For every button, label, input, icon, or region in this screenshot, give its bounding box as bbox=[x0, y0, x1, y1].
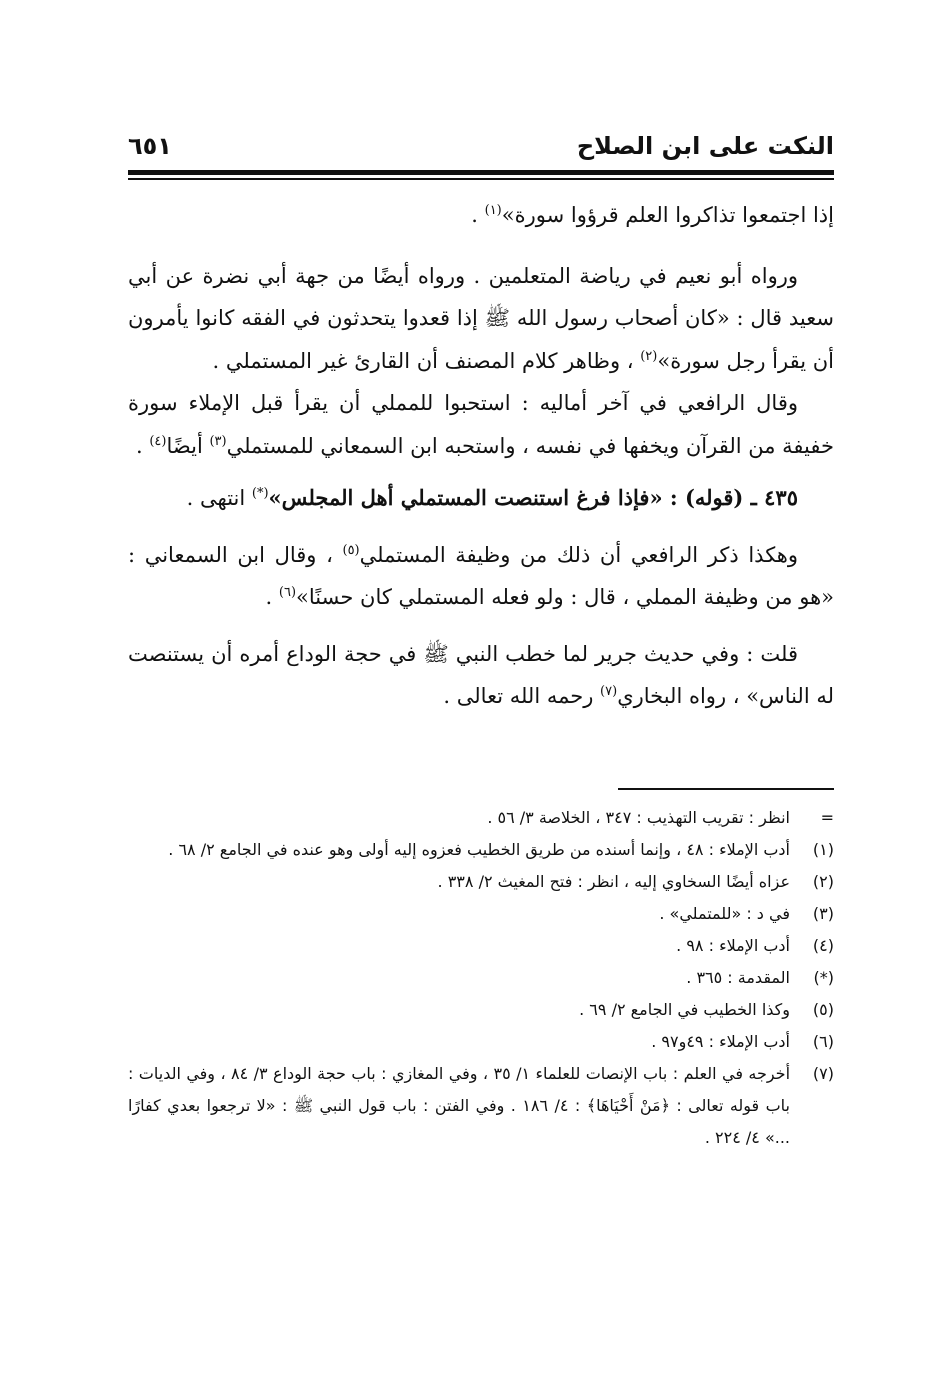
paragraph-3-end: . bbox=[135, 433, 150, 458]
footnote-ref-2: (٢) bbox=[640, 348, 658, 364]
footnote-mark: (٣) bbox=[812, 904, 834, 923]
footnote-text: أدب الإملاء : ٩٨ . bbox=[676, 936, 790, 955]
footnote bbox=[128, 834, 834, 866]
paragraph-4-text: وهكذا ذكر الرافعي أن ذلك من وظيفة المستملي bbox=[359, 542, 799, 567]
footnote-ref-7: (٧) bbox=[600, 684, 618, 699]
paragraph-5-text: قلت : وفي حديث جرير لما خطب النبي ﷺ في حجة الوداع أمره أن يستنصت له الناس» ، رواه البخاري bbox=[128, 641, 834, 708]
main-text bbox=[128, 194, 834, 718]
page-number: ٦٥١ bbox=[128, 132, 172, 160]
footnote-ref-3: (٣) bbox=[209, 433, 227, 449]
paragraph-4 bbox=[128, 534, 834, 619]
footnote-mark: (٧) bbox=[812, 1064, 834, 1083]
footnote-ref-star: (*) bbox=[251, 486, 269, 501]
running-head bbox=[128, 128, 834, 168]
footnote bbox=[128, 1026, 834, 1058]
footnote-ref-4: (٤) bbox=[149, 433, 167, 449]
footnote-mark: (*) bbox=[813, 968, 834, 987]
footnote bbox=[128, 802, 834, 834]
paragraph-5 bbox=[128, 633, 834, 718]
paragraph-3 bbox=[128, 382, 834, 467]
paragraph-3-text: وقال الرافعي في آخر أماليه : استحبوا للمملي أن يقرأ قبل الإملاء سورة خفيفة من القرآن ويخفها في نفسه ، واستحبه ابن السمعاني للمستملي bbox=[128, 391, 834, 458]
paragraph-1-text: إذا اجتمعوا تذاكروا العلم قرؤوا سورة» bbox=[501, 203, 834, 227]
footnote-text: انظر : تقريب التهذيب : ٣٤٧ ، الخلاصة ٣/ ٥٦ . bbox=[487, 808, 790, 827]
paragraph-4-text-b: ، وقال ابن السمعاني : «هو من وظيفة المملي ، قال : ولو فعله المستملي كان حسنًا» bbox=[128, 542, 834, 609]
running-title: النكت على ابن الصلاح bbox=[576, 132, 834, 160]
footnote bbox=[128, 962, 834, 994]
footnote-ref-5: (٥) bbox=[342, 542, 360, 558]
footnote bbox=[128, 1058, 834, 1154]
entry-quote: «فإذا فرغ استنصت المستملي أهل المجلس» bbox=[268, 485, 663, 510]
header-rule-thick bbox=[128, 170, 834, 175]
footnote-text: في د : «للمتملي» . bbox=[659, 904, 790, 923]
header-rule-thin bbox=[128, 178, 834, 180]
footnote-text: أدب الإملاء : ٤٨ ، وإنما أسنده من طريق الخطيب فعزوه إليه أولى وهو عنده في الجامع ٢/ ٦٨ . bbox=[168, 840, 790, 859]
footnote bbox=[128, 866, 834, 898]
footnote-mark: = bbox=[820, 808, 834, 827]
footnote-mark: (٦) bbox=[812, 1032, 834, 1051]
footnote-text: وكذا الخطيب في الجامع ٢/ ٦٩ . bbox=[579, 1000, 790, 1019]
footnote-text: عزاه أيضًا السخاوي إليه ، انظر : فتح المغيث ٢/ ٣٣٨ . bbox=[437, 872, 790, 891]
footnote bbox=[128, 898, 834, 930]
footnote bbox=[128, 930, 834, 962]
paragraph-5-end: رحمه الله تعالى . bbox=[443, 684, 601, 708]
paragraph-2-text: ورواه أبو نعيم في رياضة المتعلمين . ورواه أيضًا من جهة أبي نضرة عن أبي سعيد قال : «كان أصحاب رسول الله ﷺ إذا قعدوا يتحدثون في الفقه كانوا يأمرون أن يقرأ رجل سورة» bbox=[128, 263, 834, 373]
entry-label: ـ (قوله) : bbox=[662, 485, 765, 510]
footnote-separator bbox=[618, 788, 834, 790]
footnote-text: أدب الإملاء : ٤٩و٩٧ . bbox=[651, 1032, 790, 1051]
paragraph-3-text-b: أيضًا bbox=[166, 433, 210, 458]
footnote-mark: (٤) bbox=[812, 936, 834, 955]
entry-number: ٤٣٥ bbox=[764, 485, 798, 510]
footnote-ref-6: (٦) bbox=[278, 585, 297, 600]
paragraph-4-end: . bbox=[265, 585, 279, 609]
entry-heading bbox=[128, 477, 834, 520]
footnote-text: المقدمة : ٣٦٥ . bbox=[686, 968, 790, 987]
footnote-text: أخرجه في العلم : باب الإنصات للعلماء ١/ ٣٥ ، وفي المغازي : باب حجة الوداع ٣/ ٨٤ ، وفي الديات : باب قوله تعالى : ﴿مَنْ أَحْيَاهَا﴾ : ٤/ ١٨٦ . وفي الفتن : باب قول النبي ﷺ : «لا ترجعوا بعدي كفارًا ...» ٤/ ٢٢٤ . bbox=[128, 1064, 791, 1147]
footnote-mark: (١) bbox=[812, 840, 834, 859]
paragraph-2-end: ، وظاهر كلام المصنف أن القارئ غير المستملي . bbox=[212, 348, 641, 373]
paragraph-2 bbox=[128, 255, 834, 383]
paragraph-1-end: . bbox=[471, 203, 485, 227]
paragraph-1 bbox=[128, 194, 834, 237]
footnote-mark: (٢) bbox=[812, 872, 834, 891]
footnote-mark: (٥) bbox=[812, 1000, 834, 1019]
footnotes bbox=[128, 802, 834, 1154]
footnote-ref-1: (١) bbox=[484, 203, 502, 218]
footnote bbox=[128, 994, 834, 1026]
entry-heading-end: انتهى . bbox=[186, 486, 252, 510]
